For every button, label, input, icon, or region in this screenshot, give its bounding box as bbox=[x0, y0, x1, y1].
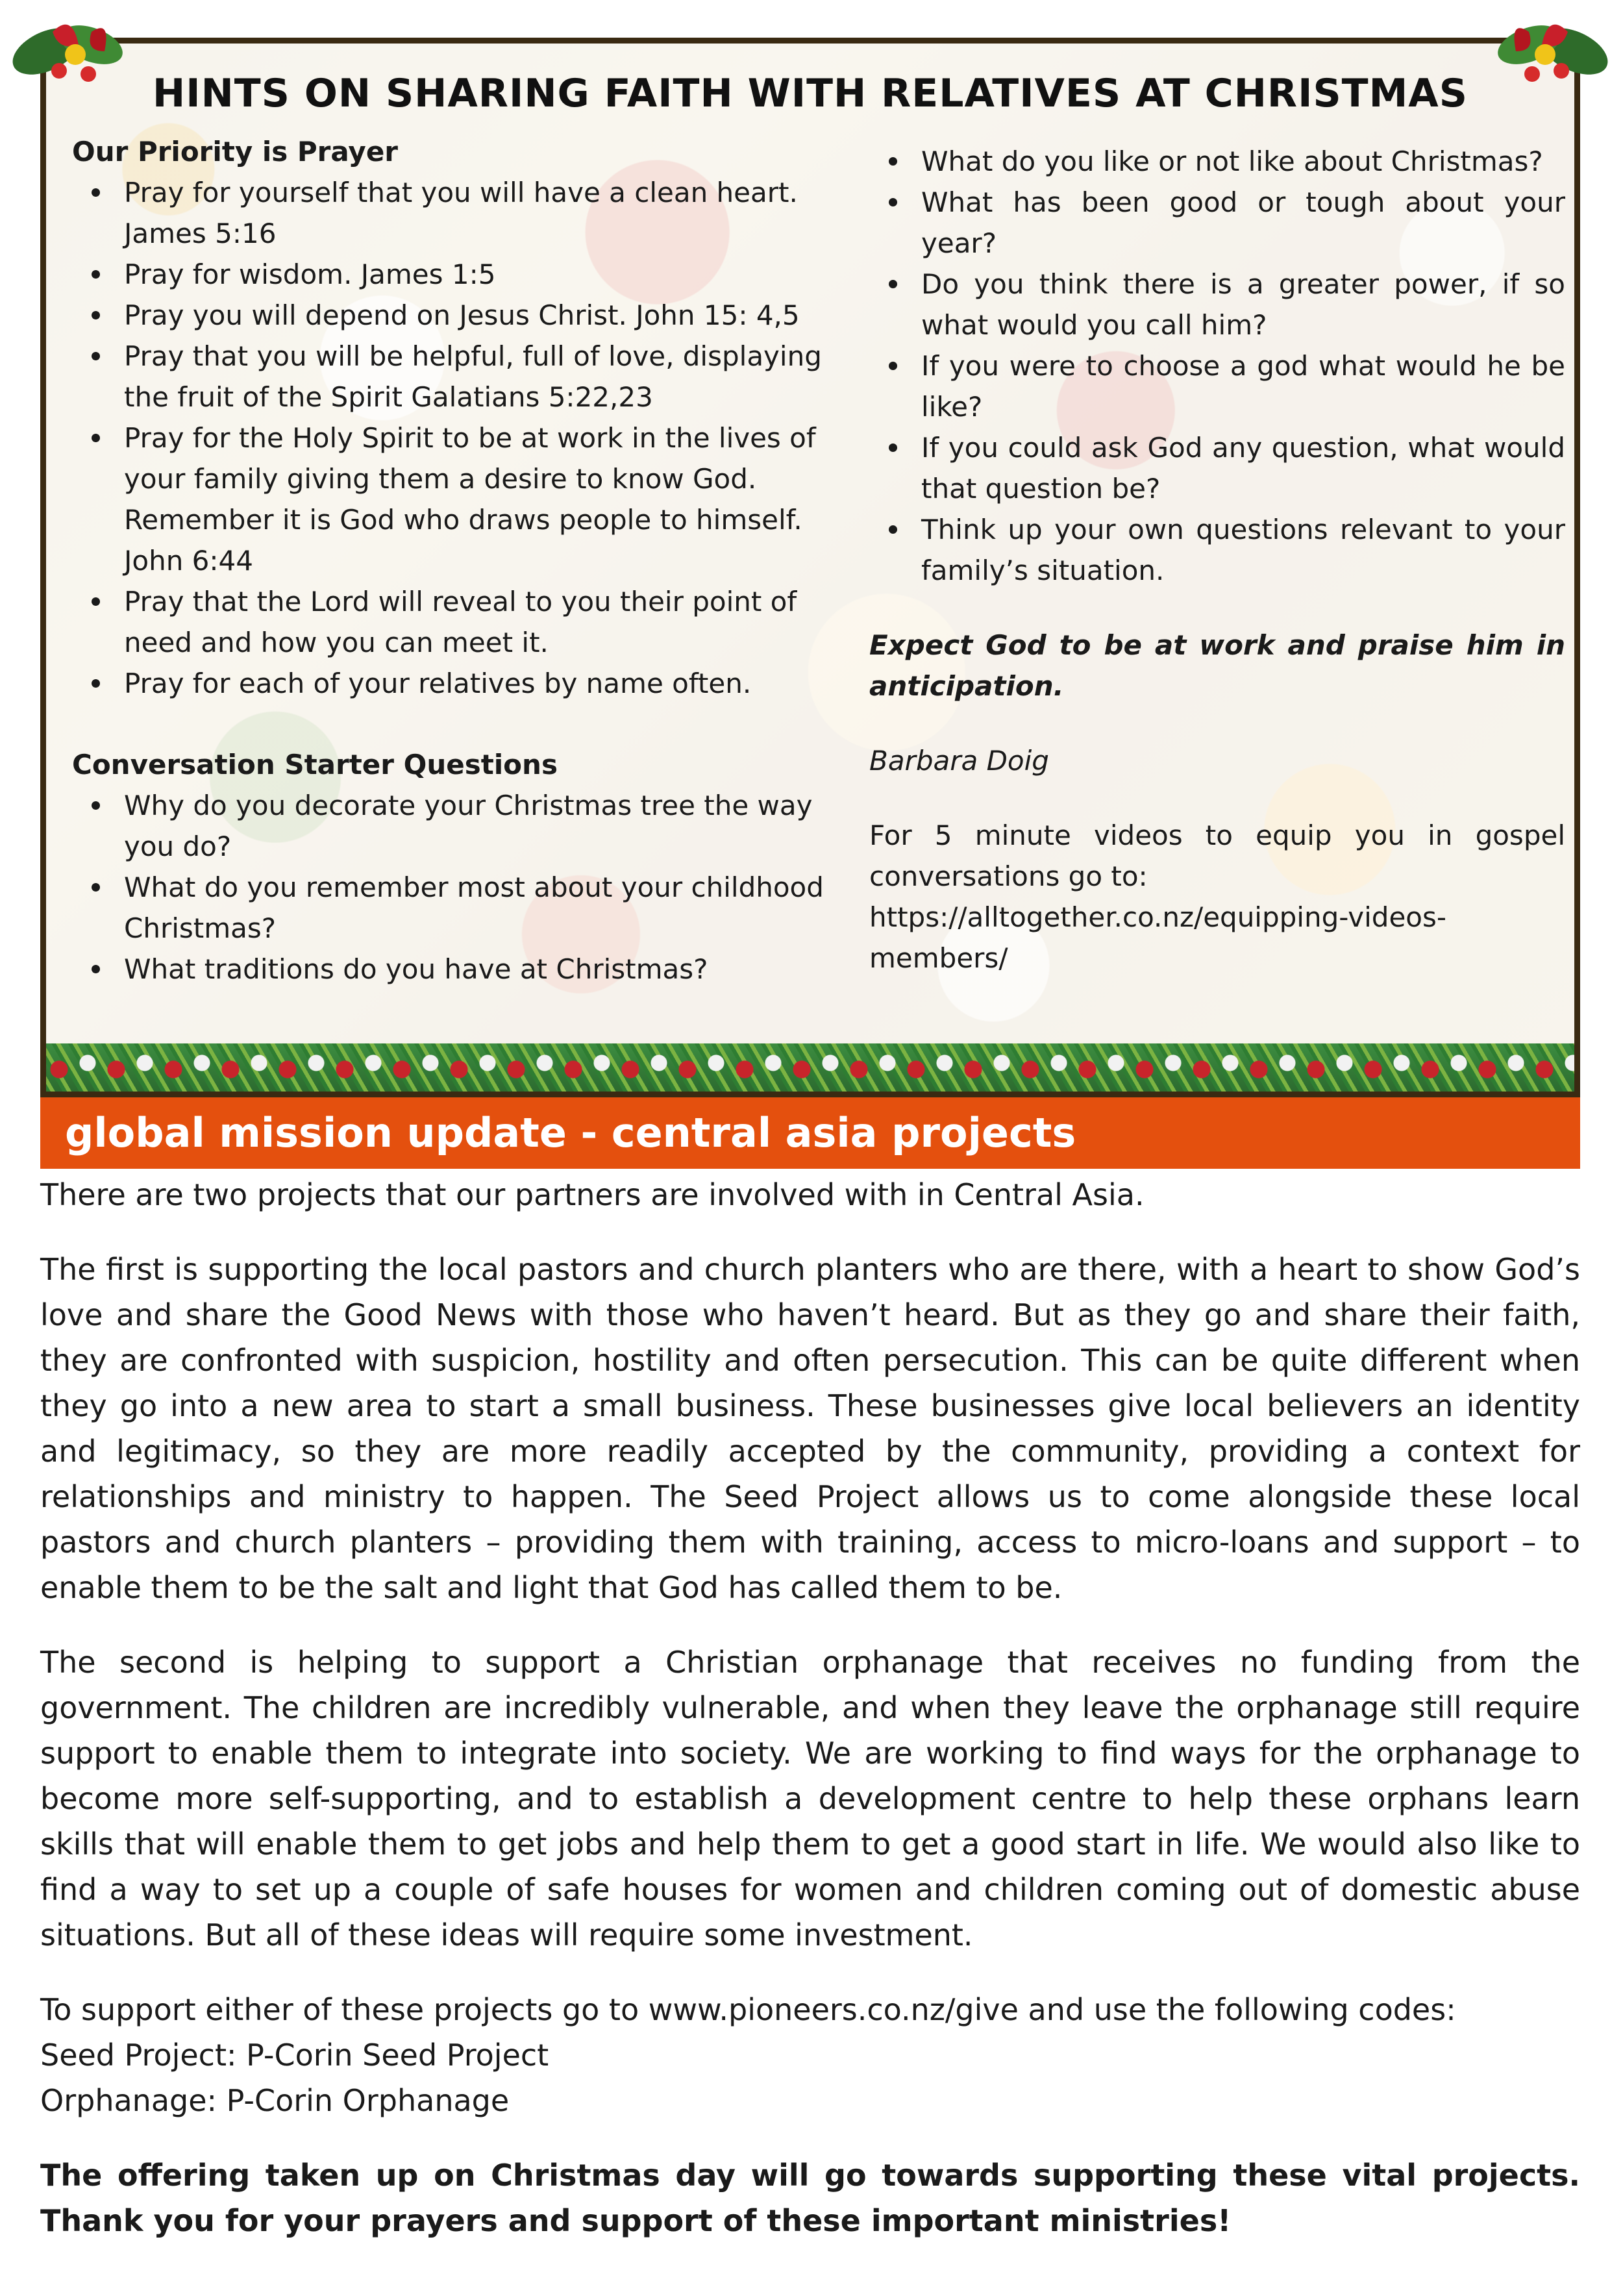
spacer bbox=[40, 1217, 1580, 1247]
videos-url-line: members/ bbox=[869, 942, 1008, 974]
spacer bbox=[869, 781, 1565, 815]
closing-statement: The offering taken up on Christmas day will go towards supporting these vital projects. Thank you for your prayers and support of these important ministries! bbox=[40, 2158, 1580, 2238]
banner-title: global mission update - central asia projects bbox=[65, 1109, 1076, 1156]
videos-url-line: https://alltogether.co.nz/equipping-videos- bbox=[869, 901, 1447, 933]
questions-list bbox=[869, 141, 1565, 591]
spacer bbox=[40, 2123, 1580, 2152]
list-item: What has been good or tough about your year? bbox=[869, 182, 1565, 264]
spacer bbox=[869, 706, 1565, 740]
list-item: Pray that you will be helpful, full of love, displaying the fruit of the Spirit Galatians 5:22,23 bbox=[72, 336, 845, 418]
spacer bbox=[72, 704, 845, 744]
seed-project-paragraph: The first is supporting the local pastors and church planters who are there, with a heart to show God’s love and share the Good News with those who haven’t heard. But as they go and share their faith, they are confronted with suspicion, hostility and often persecution. This can be quite different when they go into a new area to start a small business. These businesses give local believers an identity and legitimacy, so they are more readily accepted by the community, providing a context for relationships and ministry to happen. The Seed Project allows us to come alongside these local pastors and church planters – providing them with training, access to micro-loans and support – to enable them to be the salt and light that God has called them to be. bbox=[40, 1252, 1580, 1605]
videos-text: For 5 minute videos to equip you in gospel conversations go to: bbox=[869, 819, 1565, 892]
mission-update-body bbox=[40, 1172, 1580, 2243]
list-item: If you could ask God any question, what would that question be? bbox=[869, 427, 1565, 509]
list-item: Why do you decorate your Christmas tree the way you do? bbox=[72, 785, 845, 867]
spacer bbox=[869, 591, 1565, 625]
list-item: If you were to choose a god what would he be like? bbox=[869, 345, 1565, 427]
spacer bbox=[40, 1958, 1580, 1987]
list-item: Do you think there is a greater power, if so what would you call him? bbox=[869, 264, 1565, 345]
list-item: Pray for yourself that you will have a clean heart. James 5:16 bbox=[72, 172, 845, 254]
priority-heading: Our Priority is Prayer bbox=[72, 136, 399, 168]
questions-column bbox=[869, 141, 1565, 979]
videos-url[interactable] bbox=[869, 897, 1565, 979]
support-line: To support either of these projects go to www.pioneers.co.nz/give and use the following codes: bbox=[40, 1992, 1456, 2027]
christmas-garland bbox=[46, 1043, 1574, 1092]
seed-code: Seed Project: P-Corin Seed Project bbox=[40, 2038, 549, 2073]
list-item: What traditions do you have at Christmas? bbox=[72, 949, 845, 990]
list-item: Pray for wisdom. James 1:5 bbox=[72, 254, 845, 295]
orphanage-code: Orphanage: P-Corin Orphanage bbox=[40, 2083, 510, 2118]
conversation-list bbox=[72, 785, 845, 990]
list-item: What do you like or not like about Christmas? bbox=[869, 141, 1565, 182]
panel-title: HINTS ON SHARING FAITH WITH RELATIVES AT CHRISTMAS bbox=[153, 71, 1468, 116]
prayer-column bbox=[72, 131, 845, 990]
list-item: What do you remember most about your childhood Christmas? bbox=[72, 867, 845, 949]
list-item: Pray for the Holy Spirit to be at work in the lives of your family giving them a desire to know God. Remember it is God who draws people to himself. John 6:44 bbox=[72, 418, 845, 581]
expect-statement: Expect God to be at work and praise him in anticipation. bbox=[869, 629, 1565, 702]
author-name: Barbara Doig bbox=[869, 745, 1049, 777]
list-item: Pray that the Lord will reveal to you their point of need and how you can meet it. bbox=[72, 581, 845, 663]
list-item: Think up your own questions relevant to your family’s situation. bbox=[869, 509, 1565, 591]
christmas-hints-panel bbox=[40, 38, 1580, 1097]
conversation-heading: Conversation Starter Questions bbox=[72, 749, 558, 780]
list-item: Pray you will depend on Jesus Christ. John 15: 4,5 bbox=[72, 295, 845, 336]
section-banner bbox=[40, 1097, 1580, 1169]
intro-paragraph: There are two projects that our partners are involved with in Central Asia. bbox=[40, 1177, 1145, 1212]
prayer-list bbox=[72, 172, 845, 704]
orphanage-paragraph: The second is helping to support a Christian orphanage that receives no funding from the government. The children are incredibly vulnerable, and when they leave the orphanage still require support to enable them to integrate into society. We are working to find ways for the orphanage to become more self-supporting, and to establish a development centre to help these orphans learn skills that will enable them to get jobs and help them to get a good start in life. We would also like to find a way to set up a couple of safe houses for women and children coming out of domestic abuse situations. But all of these ideas will require some investment. bbox=[40, 1645, 1580, 1953]
list-item: Pray for each of your relatives by name often. bbox=[72, 663, 845, 704]
spacer bbox=[40, 1610, 1580, 1640]
